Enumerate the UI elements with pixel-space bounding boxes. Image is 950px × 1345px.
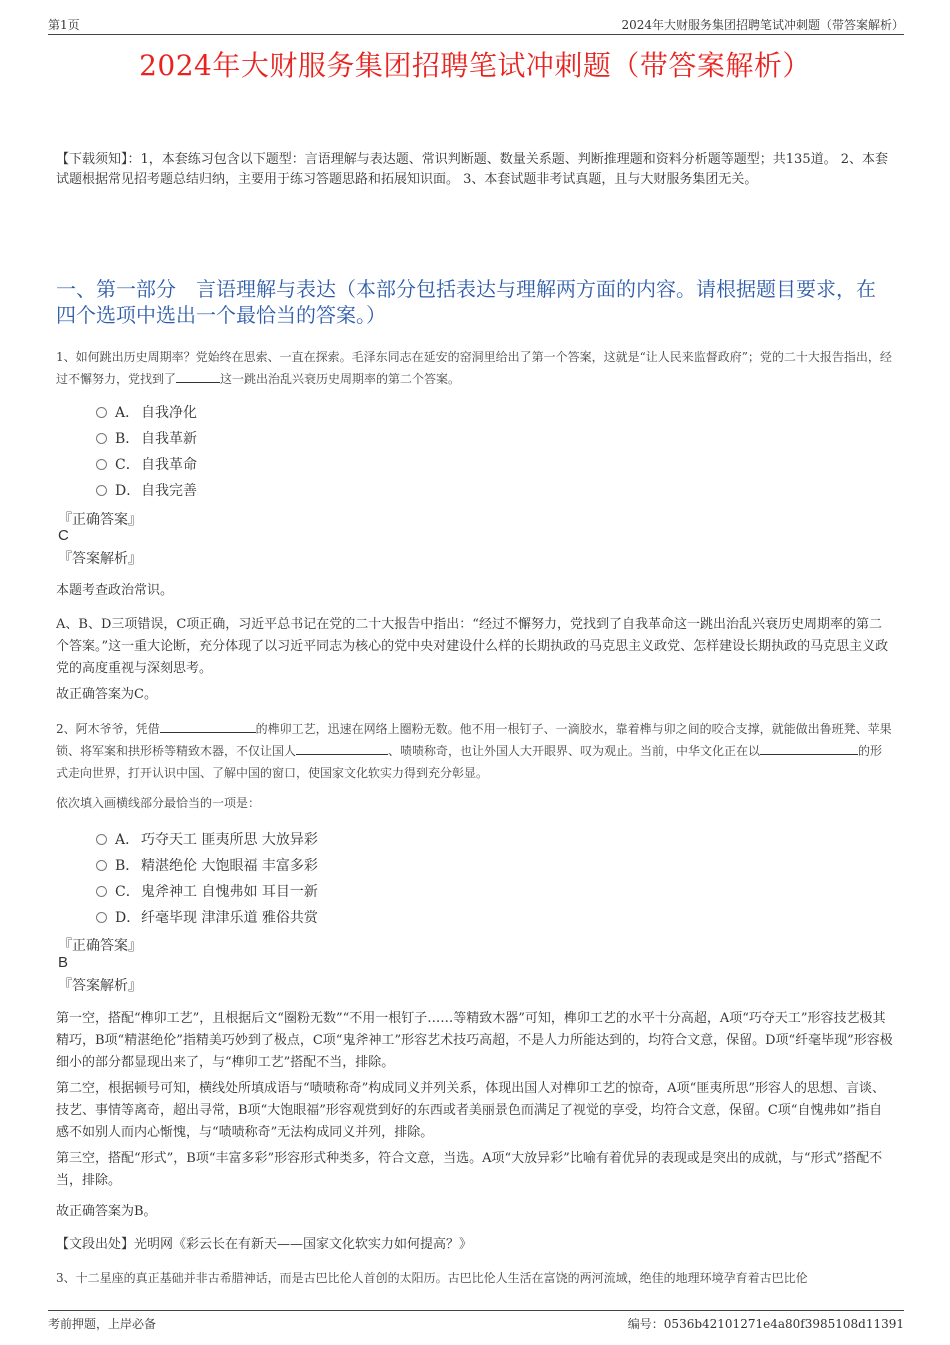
- q1-stem-part-2: 这一跳出治乱兴衰历史周期率的第二个答案。: [220, 372, 461, 386]
- radio-icon[interactable]: [96, 485, 107, 496]
- q2-analysis-4: 故正确答案为B。: [56, 1204, 157, 1219]
- q1-option-d[interactable]: D．自我完善: [96, 480, 197, 500]
- q2-analysis-3: 第三空，搭配“形式”，B项“丰富多彩”形容形式种类多，符合文意，当选。A项“大放异彩”比喻有着优异的表现或是突出的成就，与“形式”搭配不当，排除。: [56, 1151, 883, 1188]
- footer-doc-id: 编号：0536b42101271e4a80f3985108d11391: [627, 1317, 904, 1331]
- radio-icon[interactable]: [96, 912, 107, 923]
- q2-option-a[interactable]: A． 巧夺天工 匪夷所思 大放异彩: [96, 829, 318, 849]
- radio-icon[interactable]: [96, 459, 107, 470]
- q1-answer-label: 『正确答案』: [58, 512, 142, 528]
- q1-blank: [176, 369, 220, 383]
- q2-analysis-1: 第一空，搭配“榫卯工艺”，且根据后文“圈粉无数”“不用一根钉子……等精致木器”可知，榫卯工艺的水平十分高超，A项“巧夺天工”形容技艺极其精巧，B项“精湛绝伦”指精美巧妙到了极点，C项“鬼斧神工”形容艺术技巧高超，不是人力所能达到的，均符合文意，保留。D项“纤毫毕现”形容极细小的部分都显现出来了，与“榫卯工艺”搭配不当，排除。: [56, 1011, 893, 1070]
- radio-icon[interactable]: [96, 860, 107, 871]
- page-title: 2024年大财服务集团招聘笔试冲刺题（带答案解析）: [139, 49, 811, 82]
- q2-analysis-label: 『答案解析』: [58, 978, 142, 994]
- download-notice: 【下载须知】：1，本套练习包含以下题型：言语理解与表达题、常识判断题、数量关系题、判断推理题和资料分析题等题型；共135道。 2、本套试题根据常见招考题总结归纳，主要用于练习答题思路和拓展知识面。 3、本套试题非考试真题，且与大财服务集团无关。: [56, 152, 888, 187]
- q2-stem-part-4: 的形式走向世界，打开认识中国、了解中国的窗口，使国家文化软实力得到充分彰显。: [56, 744, 883, 780]
- question-3-stem: 3、十二星座的真正基础并非古希腊神话，而是古巴比伦人首创的太阳历。古巴比伦人生活在富饶的两河流域，绝佳的地理环境孕育着古巴比伦: [56, 1271, 808, 1285]
- q2-option-c[interactable]: C．鬼斧神工 自愧弗如 耳目一新: [96, 881, 318, 901]
- header-doc-title: 2024年大财服务集团招聘笔试冲刺题（带答案解析）: [621, 18, 904, 32]
- q2-stem-part-1: 2、阿木爷爷，凭借: [56, 722, 160, 736]
- page-number: 第1页: [48, 18, 80, 32]
- q2-stem-part-3: 、啧啧称奇，也让外国人大开眼界、叹为观止。当前，中华文化正在以: [388, 744, 761, 758]
- page-footer: [48, 1310, 904, 1335]
- q2-prompt: 依次填入画横线部分最恰当的一项是：: [56, 796, 261, 810]
- question-1-stem: [56, 346, 894, 390]
- q1-option-b[interactable]: B． 自我革新: [96, 428, 197, 448]
- radio-icon[interactable]: [96, 433, 107, 444]
- q2-answer: B: [58, 954, 69, 971]
- q1-analysis-3: 故正确答案为C。: [56, 687, 157, 702]
- q2-blank-2: [296, 741, 388, 755]
- q1-analysis-label: 『答案解析』: [58, 551, 142, 567]
- q1-option-c[interactable]: C．自我革命: [96, 454, 197, 474]
- q1-analysis-2: A、B、D三项错误，C项正确，习近平总书记在党的二十大报告中指出：“经过不懈努力，党找到了自我革命这一跳出治乱兴衰历史周期率的第二个答案。”这一重大论断，充分体现了以习近平同志为核心的党中央对建设什么样的长期执政的马克思主义政党、怎样建设长期执政的马克思主义政党的高度重视与深刻思考。: [56, 617, 889, 676]
- radio-icon[interactable]: [96, 834, 107, 845]
- q1-option-a[interactable]: A． 自我净化: [96, 402, 197, 422]
- q1-analysis-1: 本题考查政治常识。: [56, 583, 174, 598]
- radio-icon[interactable]: [96, 886, 107, 897]
- q2-blank-1: [160, 719, 256, 733]
- footer-slogan: 考前押题，上岸必备: [48, 1317, 157, 1331]
- section-title: 一、第一部分 言语理解与表达（本部分包括表达与理解两方面的内容。请根据题目要求，在四个选项中选出一个最恰当的答案。）: [56, 277, 876, 327]
- question-2-stem: [56, 718, 894, 784]
- q2-analysis-2: 第二空，根据顿号可知，横线处所填成语与“啧啧称奇”构成同义并列关系，体现出国人对榫卯工艺的惊奇，A项“匪夷所思”形容人的思想、言谈、技艺、事情等离奇，超出寻常，B项“大饱眼福”形容观赏到好的东西或者美丽景色而满足了视觉的享受，均符合文意，保留。C项“自愧弗如”指自感不如别人而内心惭愧，与“啧啧称奇”无法构成同义并列，排除。: [56, 1081, 885, 1140]
- q2-stem-part-2: 的榫卯工艺，迅速在网络上圈粉无数。他不用一根钉子、一滴胶水，靠着榫与卯之间的咬合支撑，就能做出鲁班凳、苹果锁、将军案和拱形桥等精致木器，不仅让国人: [56, 722, 892, 758]
- q2-blank-3: [760, 741, 858, 755]
- q1-stem-part-1: 1、如何跳出历史周期率？党始终在思索、一直在探索。毛泽东同志在延安的窑洞里给出了第一个答案，这就是“让人民来监督政府”；党的二十大报告指出，经过不懈努力，党找到了: [56, 350, 892, 386]
- q2-answer-label: 『正确答案』: [58, 938, 142, 954]
- q1-answer: C: [58, 527, 69, 544]
- radio-icon[interactable]: [96, 407, 107, 418]
- page-header: [48, 14, 904, 35]
- q2-option-d[interactable]: D．纤毫毕现 津津乐道 雅俗共赏: [96, 907, 318, 927]
- q2-source: 【文段出处】光明网《彩云长在有新天——国家文化软实力如何提高？》: [56, 1237, 473, 1252]
- q2-option-b[interactable]: B． 精湛绝伦 大饱眼福 丰富多彩: [96, 855, 318, 875]
